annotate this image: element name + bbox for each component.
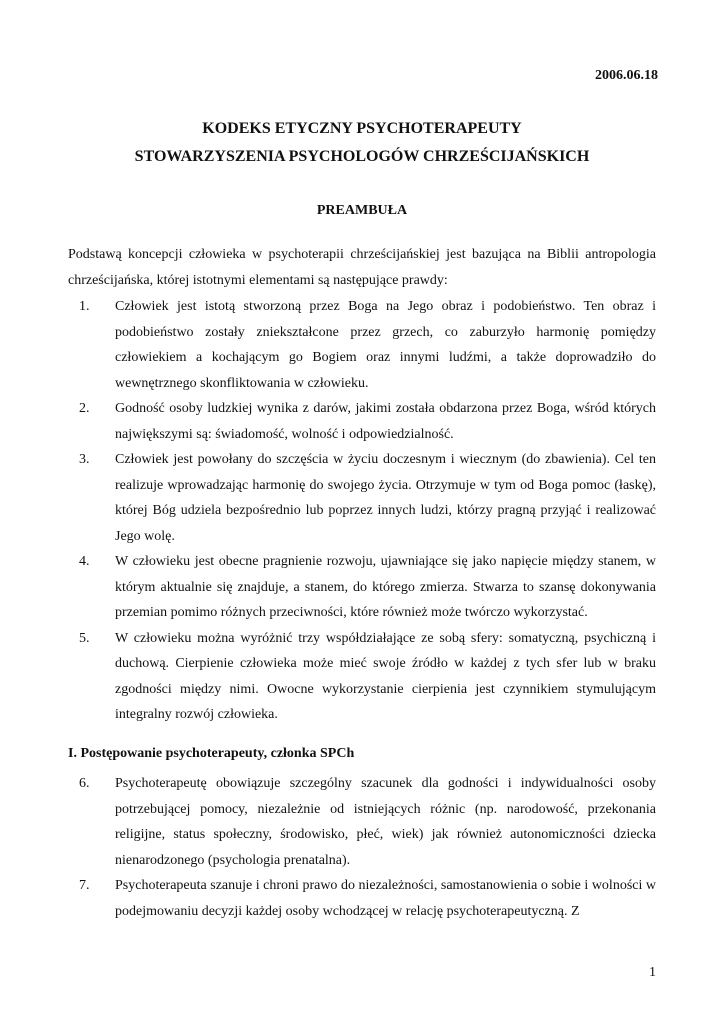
- item-number: 3.: [79, 452, 90, 467]
- page-number: 1: [649, 965, 656, 980]
- item-number: 7.: [79, 878, 90, 893]
- item-text: Psychoterapeutę obowiązuje szczególny szacunek dla godności i indywidualności osoby potrzebującej pomocy, niezależnie od istniejących różnic (np. narodowość, przekonania religijne, status społeczny, środowisko, płeć, wiek) jak również autonomiczności dziecka nienarodzonego (psychologia prenatalna).: [115, 776, 656, 868]
- item-text: Człowiek jest powołany do szczęścia w życiu doczesnym i wiecznym (do zbawienia). Cel ten realizuje wprowadzając harmonię do swojego życia. Otrzymuje w tym od Boga pomoc (łaskę), której Bóg udziela bezpośrednio lub poprzez innych ludzi, którzy pragną przyjąć i realizować Jego wolę.: [115, 452, 656, 544]
- list-item: [68, 873, 656, 924]
- item-text: Człowiek jest istotą stworzoną przez Boga na Jego obraz i podobieństwo. Ten obraz i podobieństwo zostały zniekształcone przez grzech, co zaburzyło harmonię pomiędzy człowiekiem a kochającym go Bogiem oraz innymi ludźmi, a także doprowadziło do wewnętrznego skonfliktowania w człowieku.: [115, 299, 656, 391]
- document-title-line-2: STOWARZYSZENIA PSYCHOLOGÓW CHRZEŚCIJAŃSKICH: [134, 148, 590, 165]
- preamble-list: [68, 294, 656, 728]
- item-number: 6.: [79, 776, 90, 791]
- section-heading: I. Postępowanie psychoterapeuty, członka SPCh: [68, 746, 355, 761]
- list-item: [68, 771, 656, 873]
- preamble-intro: Podstawą koncepcji człowieka w psychoterapii chrześcijańskiej jest bazująca na Biblii antropologia chrześcijańska, której istotnymi elementami są następujące prawdy:: [68, 247, 656, 288]
- preamble-heading: PREAMBUŁA: [316, 203, 408, 218]
- item-text: W człowieku jest obecne pragnienie rozwoju, ujawniające się jako napięcie między stanem, w którym aktualnie się znajduje, a stanem, do którego zmierza. Stwarza to szansę dokonywania przemian pomimo różnych przeciwności, które również może twórczo wykorzystać.: [115, 554, 656, 620]
- list-item: [68, 447, 656, 549]
- document-title-line-1: KODEKS ETYCZNY PSYCHOTERAPEUTY: [202, 120, 522, 137]
- item-number: 1.: [79, 299, 90, 314]
- item-text: Psychoterapeuta szanuje i chroni prawo do niezależności, samostanowienia o sobie i wolności w podejmowaniu decyzji każdej osoby wchodzącej w relację psychoterapeutyczną. Z: [115, 878, 656, 919]
- list-item: [68, 294, 656, 396]
- section-list: [68, 771, 656, 924]
- list-item: [68, 626, 656, 728]
- item-number: 4.: [79, 554, 90, 569]
- item-number: 5.: [79, 630, 90, 646]
- list-item: [68, 549, 656, 626]
- item-number: 2.: [79, 401, 90, 416]
- item-text: Godność osoby ludzkiej wynika z darów, jakimi została obdarzona przez Boga, wśród których największymi są: świadomość, wolność i odpowiedzialność.: [115, 401, 656, 442]
- item-text: W człowieku można wyróżnić trzy współdziałające ze sobą sfery: somatyczną, psychiczną i duchową. Cierpienie człowieka może mieć swoje źródło w każdej z tych sfer lub w braku zgodności między nimi. Owocne wykorzystanie cierpienia jest czynnikiem stymulującym integralny rozwój człowieka.: [115, 630, 656, 722]
- list-item: [68, 396, 656, 447]
- document-date: 2006.06.18: [595, 68, 658, 83]
